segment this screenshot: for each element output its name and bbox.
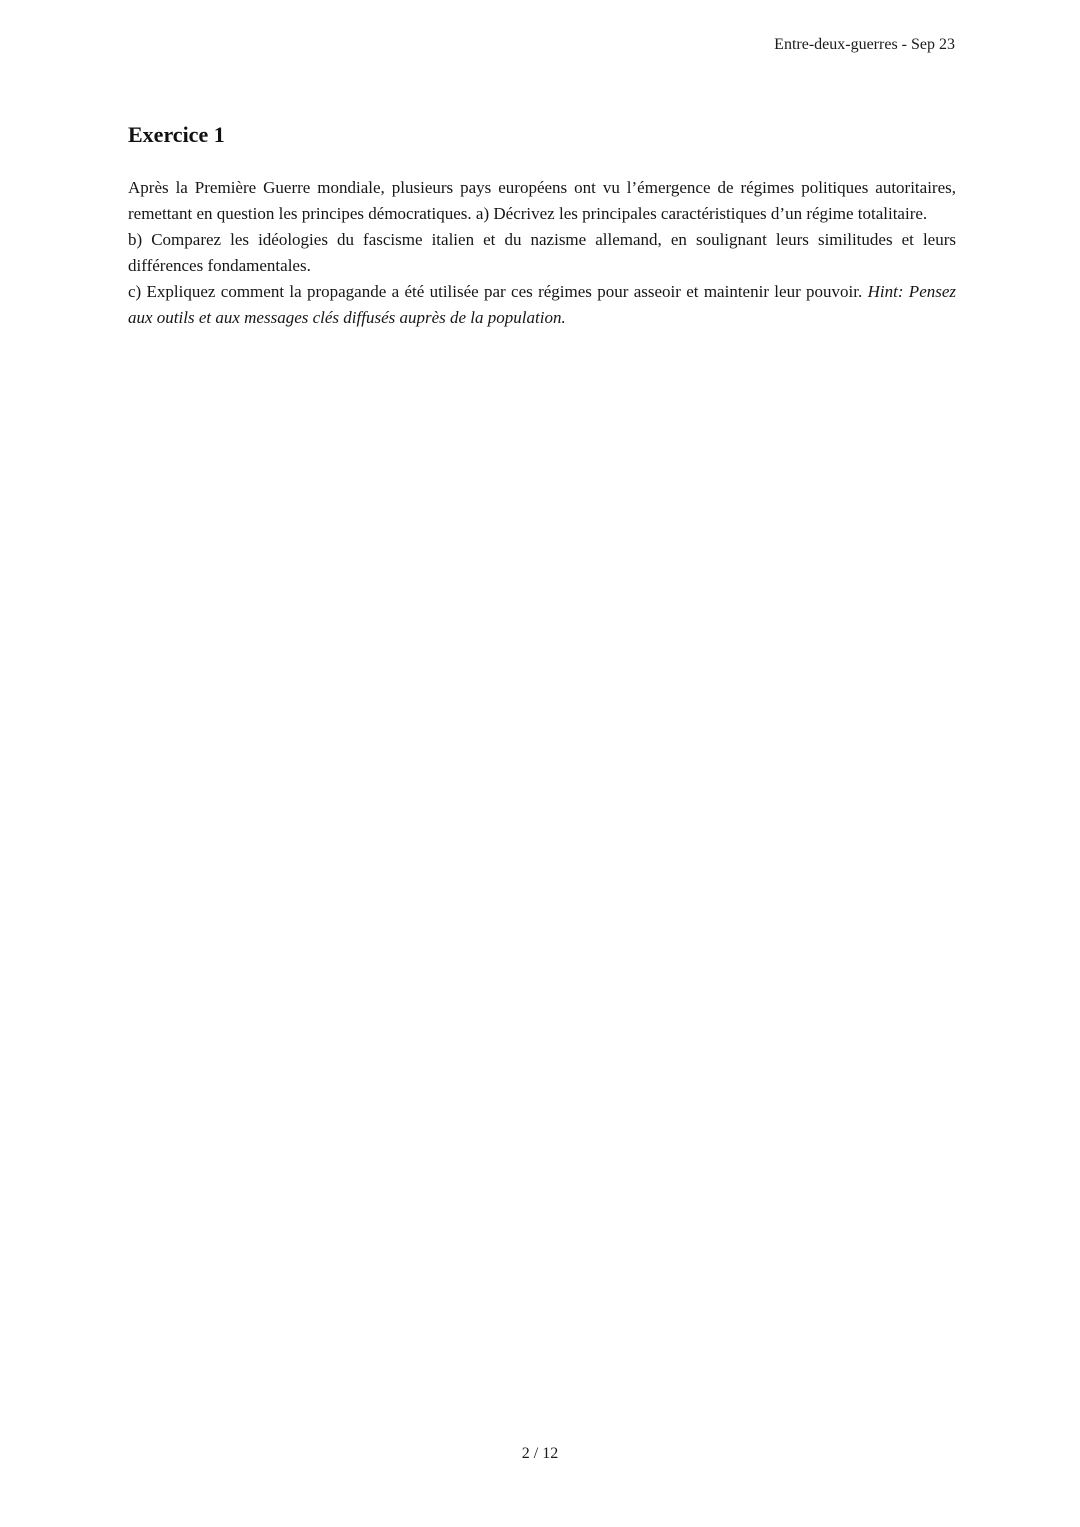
paragraph-c-text: c) Expliquez comment la propagande a été utilisée par ces régimes pour asseoir et maintenir leur pouvoir. [128,282,868,301]
paragraph-b: b) Comparez les idéologies du fascisme italien et du nazisme allemand, en soulignant leurs similitudes et leurs différences fondamentales. [128,230,956,275]
exercise-body [128,175,956,331]
page-number: 2 / 12 [521,1445,559,1462]
paragraph-c [128,279,956,331]
paragraph-c-hint: Hint: Pensez aux outils et aux messages clés diffusés auprès de la population. [128,282,957,327]
running-header: Entre-deux-guerres - Sep 23 [774,36,955,53]
paragraph-a: Après la Première Guerre mondiale, plusieurs pays européens ont vu l’émergence de régimes politiques autoritaires, remettant en question les principes démocratiques. a) Décrivez les principales caractéristiques d’un régime totalitaire. [128,178,956,223]
exercise-title: Exercice 1 [128,122,225,147]
exercise-section [128,122,956,331]
